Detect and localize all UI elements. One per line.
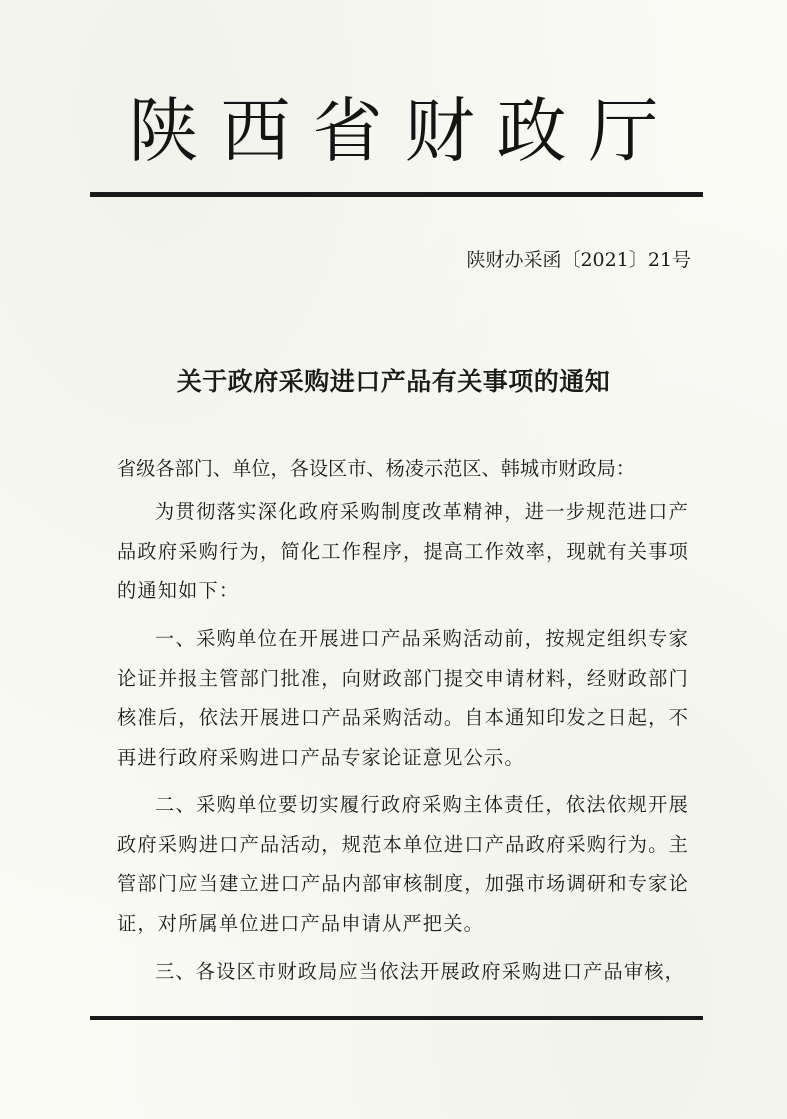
paragraph-intro: 为贯彻落实深化政府采购制度改革精神，进一步规范进口产品政府采购行为，简化工作程序，提高工作效率，现就有关事项的通知如下： — [117, 500, 689, 602]
document-title: 关于政府采购进口产品有关事项的通知 — [176, 367, 611, 396]
header-divider — [90, 192, 703, 197]
document-number: 陕财办采函〔2021〕21号 — [466, 249, 691, 271]
agency-header: 陕西省财政厅 — [128, 90, 681, 172]
paragraph-item-2: 二、采购单位要切实履行政府采购主体责任，依法依规开展政府采购进口产品活动，规范本单位进口产品政府采购行为。主管部门应当建立进口产品内部审核制度，加强市场调研和专家论证，对所属单位进口产品申请从严把关。 — [117, 793, 689, 935]
paragraph-item-3: 三、各设区市财政局应当依法开展政府采购进口产品审核， — [155, 960, 686, 983]
paragraph-item-1: 一、采购单位在开展进口产品采购活动前，按规定组织专家论证并报主管部门批准，向财政部门提交申请材料，经财政部门核准后，依法开展进口产品采购活动。自本通知印发之日起，不再进行政府采购进口产品专家论证意见公示。 — [117, 627, 689, 769]
salutation: 省级各部门、单位，各设区市、杨凌示范区、韩城市财政局： — [117, 457, 636, 480]
footer-divider — [90, 1016, 703, 1020]
